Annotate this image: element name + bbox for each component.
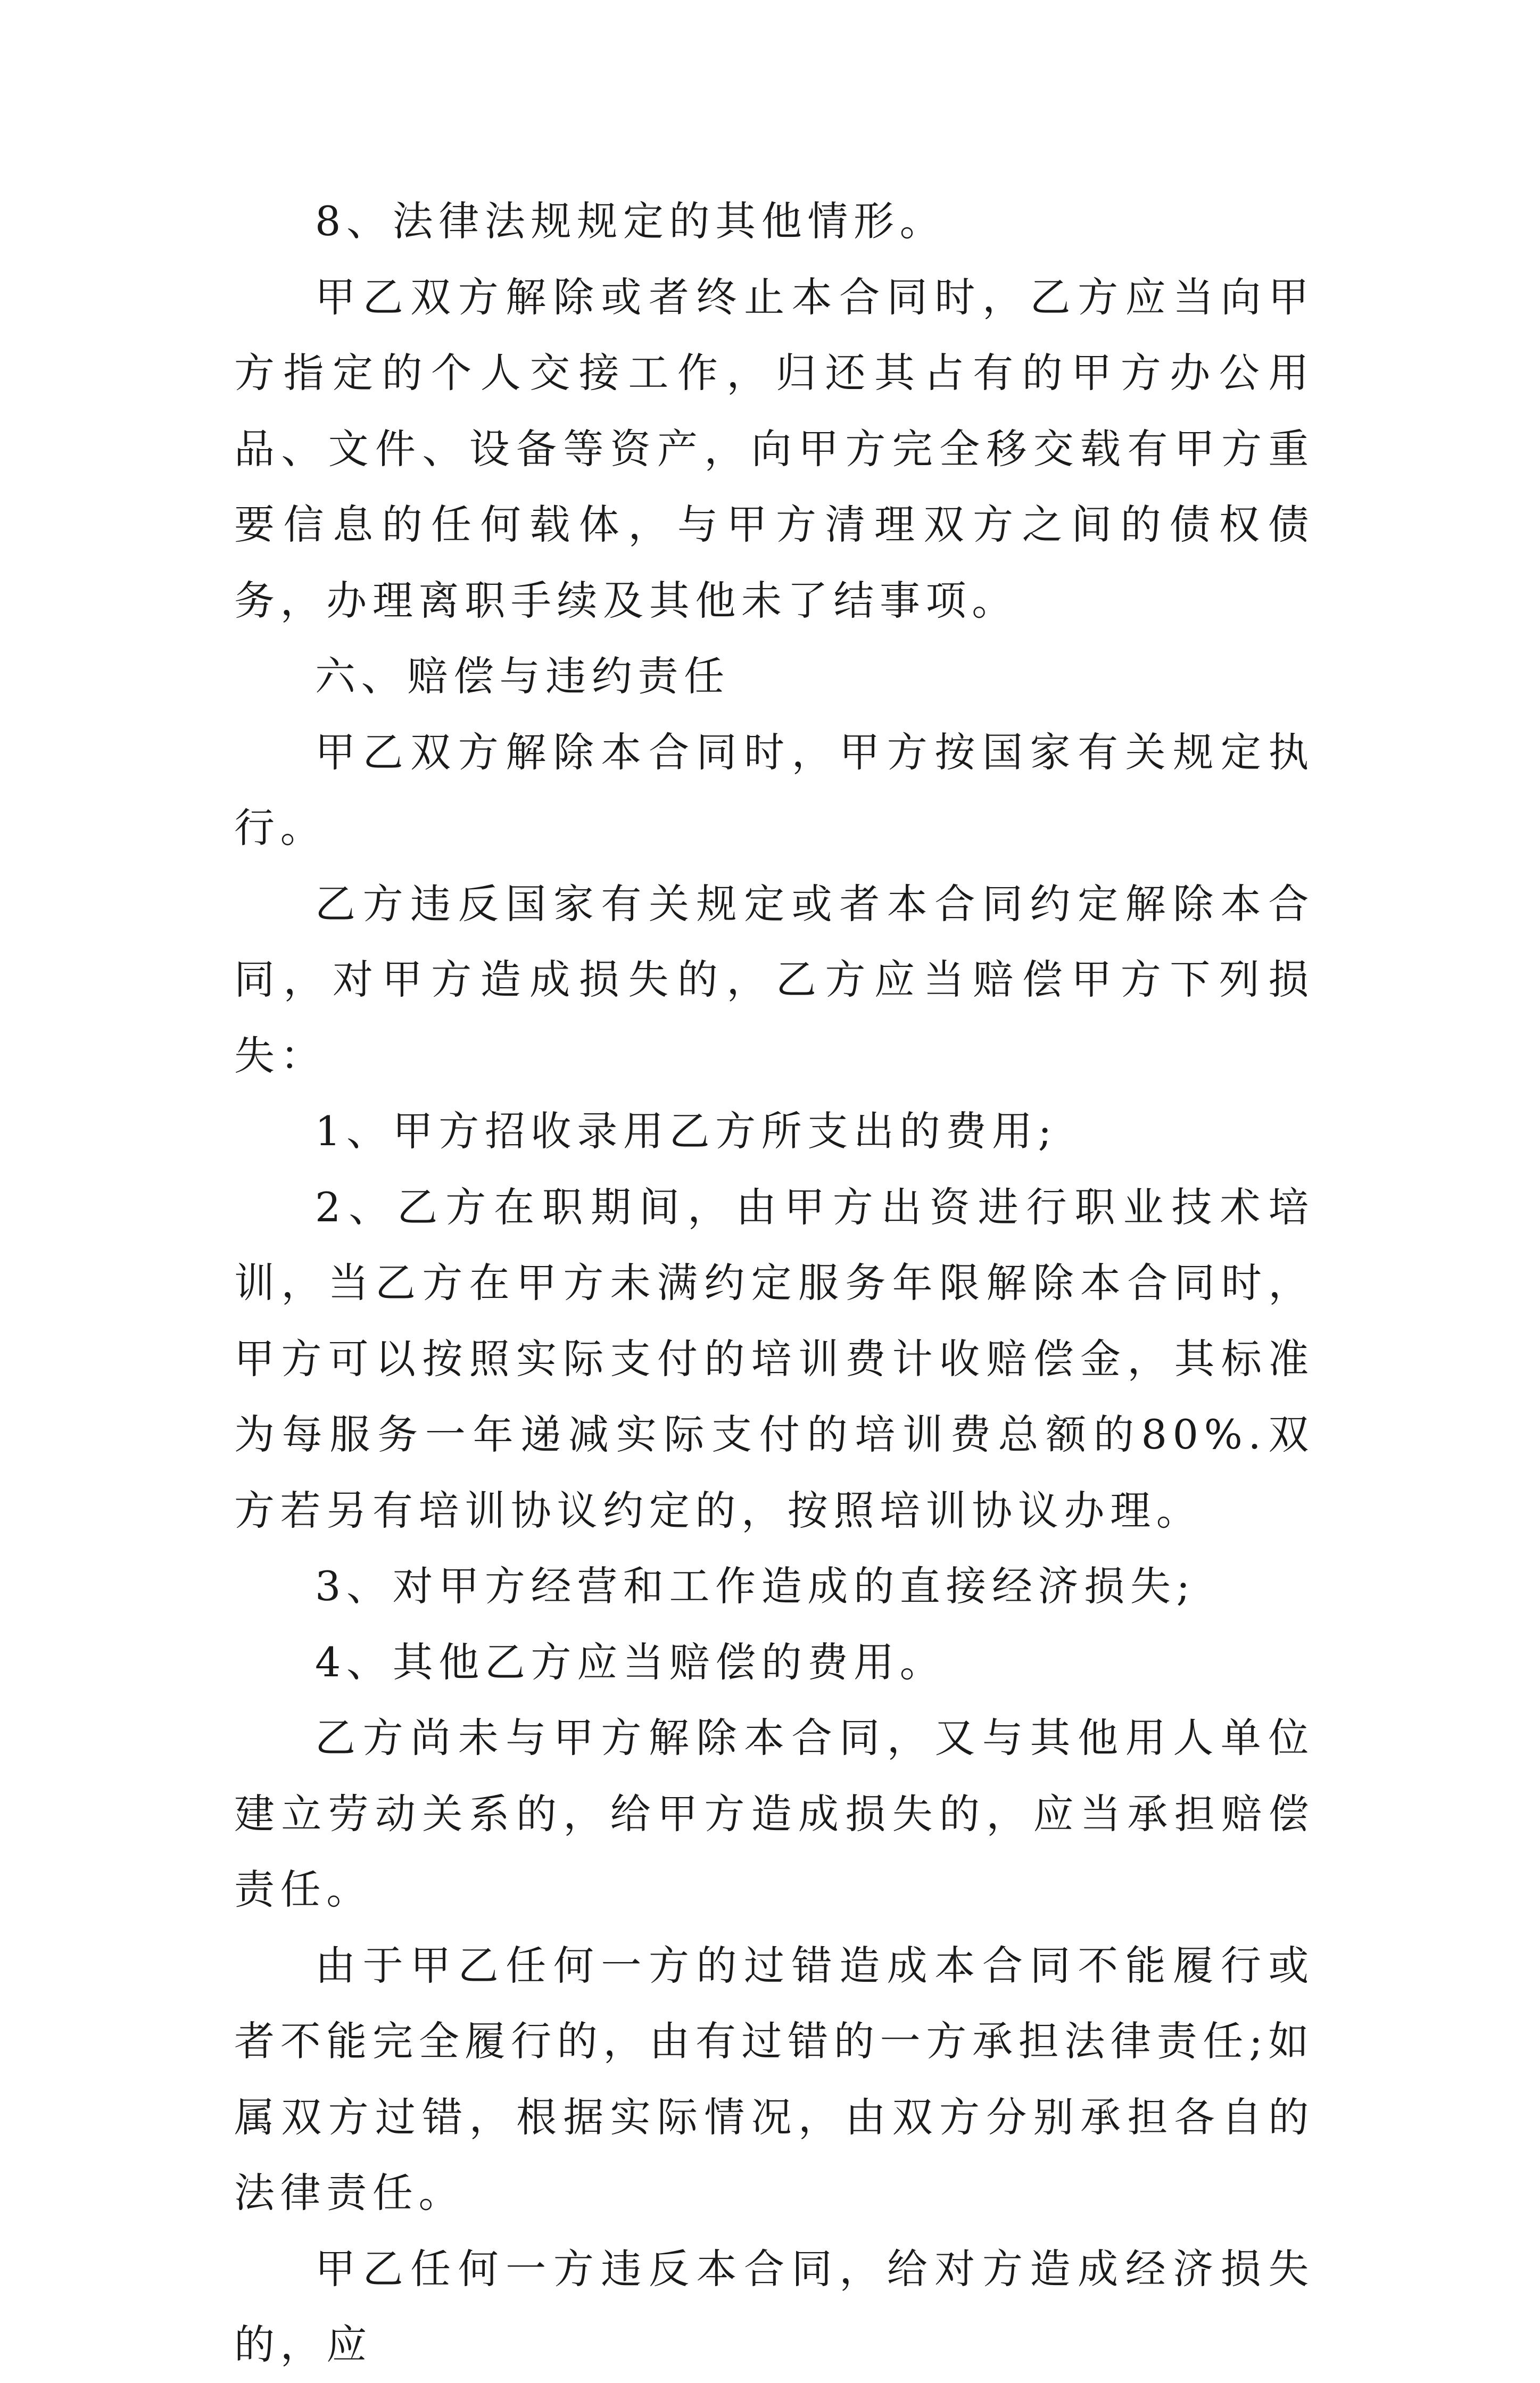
section-heading-compensation: 六、赔偿与违约责任 [315,652,730,700]
paragraph-item-4: 4、其他乙方应当赔偿的费用。 [315,1638,946,1686]
paragraph-item-1: 1、甲方招收录用乙方所支出的费用; [315,1107,1057,1155]
paragraph-termination-handover: 甲乙双方解除或者终止本合同时，乙方应当向甲方指定的个人交接工作，归还其占有的甲方办公用品、文件、设备等资产，向甲方完全移交载有甲方重要信息的任何载体，与甲方清理双方之间的债权债务，办理离职手续及其他未了结事项。 [234,273,1314,624]
document-body [234,184,1314,2383]
paragraph-item-8: 8、法律法规规定的其他情形。 [315,197,946,245]
paragraph-item-2: 2、乙方在职期间，由甲方出资进行职业技术培训，当乙方在甲方未满约定服务年限解除本合同时，甲方可以按照实际支付的培训费计收赔偿金，其标准为每服务一年递减实际支付的培训费总额的80%.双方若另有培训协议约定的，按照培训协议办理。 [234,1183,1314,1534]
paragraph-dual-employment: 乙方尚未与甲方解除本合同，又与其他用人单位建立劳动关系的，给甲方造成损失的，应当承担赔偿责任。 [234,1714,1314,1913]
paragraph-employee-violation: 乙方违反国家有关规定或者本合同约定解除本合同，对甲方造成损失的，乙方应当赔偿甲方下列损失： [234,880,1314,1079]
paragraph-employer-rescission: 甲乙双方解除本合同时，甲方按国家有关规定执行。 [234,728,1314,851]
paragraph-fault-liability: 由于甲乙任何一方的过错造成本合同不能履行或者不能完全履行的，由有过错的一方承担法律责任;如属双方过错，根据实际情况，由双方分别承担各自的法律责任。 [234,1941,1314,2216]
paragraph-breach-loss: 甲乙任何一方违反本合同，给对方造成经济损失的，应 [234,2245,1314,2368]
paragraph-item-3: 3、对甲方经营和工作造成的直接经济损失; [315,1562,1196,1610]
